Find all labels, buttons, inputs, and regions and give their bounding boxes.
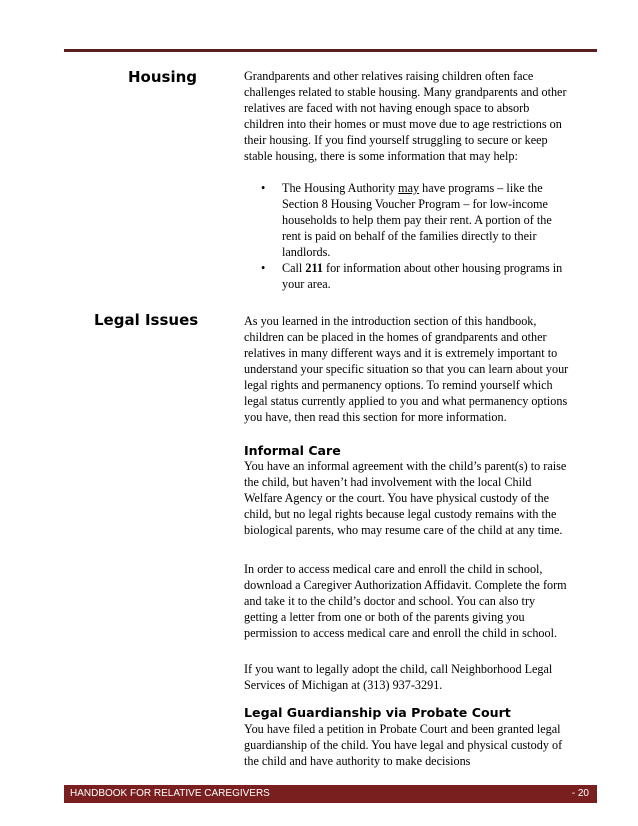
housing-heading: Housing bbox=[128, 68, 198, 86]
footer-title: HANDBOOK FOR RELATIVE CAREGIVERS bbox=[70, 788, 270, 799]
bullet-icon: • bbox=[261, 261, 266, 275]
list-item: • Call 211 for information about other housing programs in your area. bbox=[261, 261, 563, 291]
informal-care-paragraph-1: You have an informal agreement with the child’s parent(s) to raise the child, but haven’t had involvement with the local Child Welfare Agency or the court. You have physical custody of the child, but no legal rights because legal custody remains with the biological parents, who may resume care of the child at any time. bbox=[244, 459, 567, 537]
list-item: • The Housing Authority may have programs – like the Section 8 Housing Voucher Program – for low-income households to help them pay their rent. A portion of the rent is paid on behalf of the families directly to their landlords. bbox=[261, 181, 552, 259]
page-footer bbox=[64, 785, 597, 803]
legal-intro: As you learned in the introduction section of this handbook, children can be placed in the homes of grandparents and other relatives in many different ways and it is extremely important to understand your specific situation so that you can learn about your legal rights and permanency options. To remind yourself which legal status currently applied to you and what permanency options you have, then read this section for more information. bbox=[244, 314, 569, 424]
informal-care-paragraph-2: In order to access medical care and enroll the child in school, download a Caregiver Authorization Affidavit. Complete the form and take it to the child’s doctor and school. You can also try getting a letter from one or both of the parents giving you permission to access medical care and enroll the child in school. bbox=[244, 562, 567, 640]
housing-bullet-list bbox=[258, 180, 570, 292]
emphasis-211: 211 bbox=[305, 261, 323, 275]
informal-care-heading: Informal Care bbox=[244, 443, 341, 458]
legal-guardianship-heading: Legal Guardianship via Probate Court bbox=[244, 705, 511, 720]
bullet-icon: • bbox=[261, 181, 266, 195]
top-divider bbox=[64, 49, 597, 52]
housing-intro: Grandparents and other relatives raising children often face challenges related to stable housing. Many grandparents and other relatives are faced with not having enough space to absorb children into their homes or must move due to age restrictions on their housing. If you find yourself struggling to secure or keep stable housing, there is some information that may help: bbox=[244, 69, 567, 163]
page-number: - 20 bbox=[571, 788, 589, 799]
informal-care-paragraph-3: If you want to legally adopt the child, call Neighborhood Legal Services of Michigan at (313) 937-3291. bbox=[244, 662, 553, 692]
legal-guardianship-paragraph: You have filed a petition in Probate Court and been granted legal guardianship of the child. You have legal and physical custody of the child and have authority to make decisions bbox=[244, 722, 563, 768]
emphasis-may: may bbox=[398, 181, 420, 195]
legal-issues-heading: Legal Issues bbox=[94, 311, 199, 329]
